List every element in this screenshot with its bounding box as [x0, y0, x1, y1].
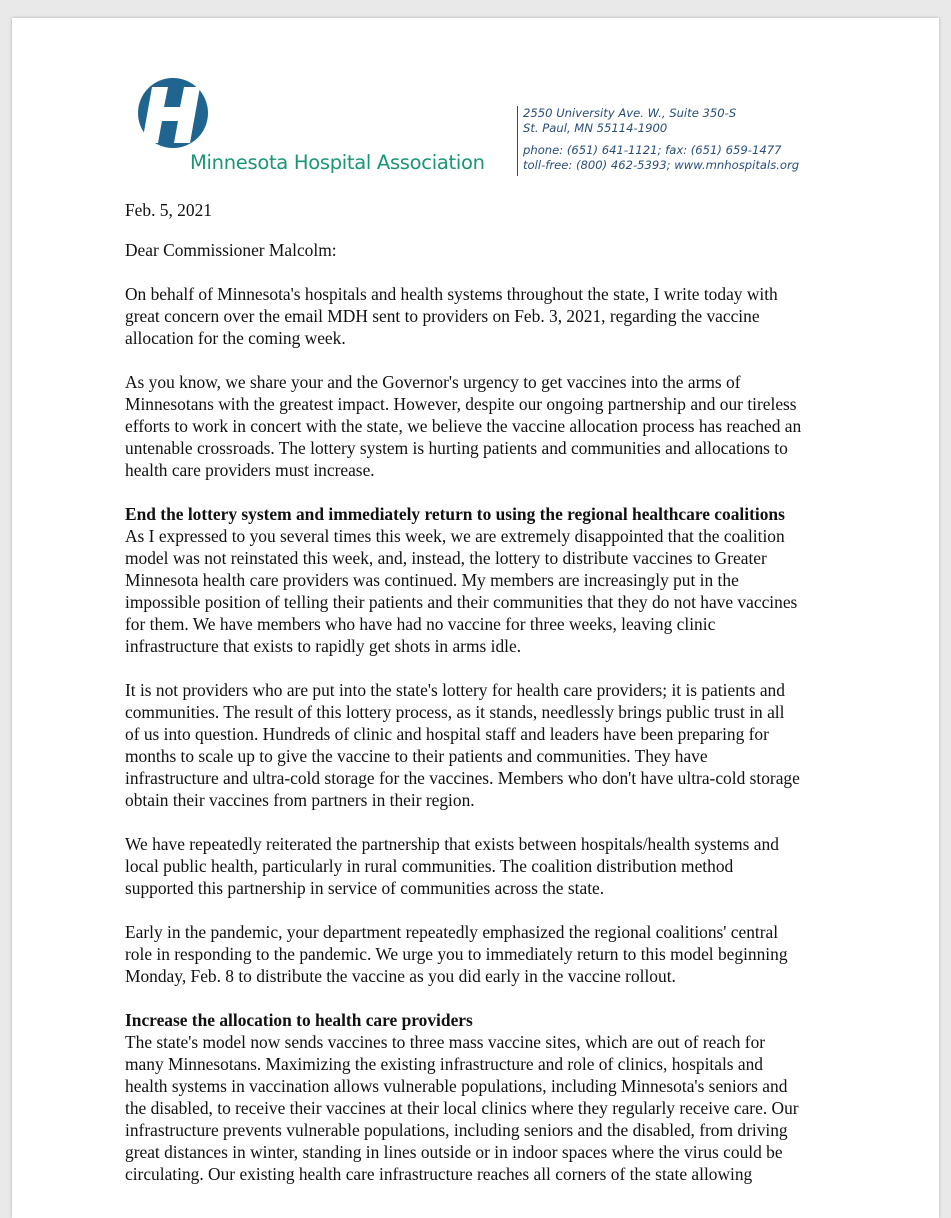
- text-line: communities. The result of this lottery process, as it stands, needlessly brings public trust in all: [125, 702, 785, 722]
- paragraph: [125, 1031, 801, 1185]
- paragraph: [125, 679, 801, 811]
- text-line: circulating. Our existing health care infrastructure reaches all corners of the state allowing: [125, 1164, 753, 1184]
- text-line: Monday, Feb. 8 to distribute the vaccine as you did early in the vaccine rollout.: [125, 966, 676, 986]
- text-line: health systems in vaccination allows vulnerable populations, including Minnesota's seniors and: [125, 1076, 788, 1096]
- text-line: As you know, we share your and the Governor's urgency to get vaccines into the arms of: [125, 372, 741, 392]
- text-line: As I expressed to you several times this week, we are extremely disappointed that the coalition: [125, 526, 785, 546]
- text-line: impossible position of telling their patients and their communities that they do not have vaccines: [125, 592, 798, 612]
- text-line: health care providers must increase.: [125, 460, 375, 480]
- text-line: The state's model now sends vaccines to three mass vaccine sites, which are out of reach for: [125, 1032, 766, 1052]
- salutation: Dear Commissioner Malcolm:: [125, 240, 337, 260]
- paragraph: [125, 921, 801, 987]
- address-line: 2550 University Ave. W., Suite 350-S: [523, 106, 737, 120]
- text-line: It is not providers who are put into the state's lottery for health care providers; it is patients and: [125, 680, 785, 700]
- section-heading: Increase the allocation to health care providers: [125, 1010, 473, 1030]
- text-line: Early in the pandemic, your department repeatedly emphasized the regional coalitions' central: [125, 922, 779, 942]
- address-line: St. Paul, MN 55114-1900: [523, 120, 668, 135]
- text-line: for them. We have members who have had no vaccine for three weeks, leaving clinic: [125, 614, 716, 634]
- text-line: infrastructure prevents vulnerable populations, including seniors and the disabled, from driving: [125, 1120, 788, 1140]
- intro-paragraphs: [125, 283, 801, 481]
- letter-date: Feb. 5, 2021: [125, 200, 212, 220]
- paragraph: [125, 283, 801, 349]
- text-line: allocation for the coming week.: [125, 328, 346, 348]
- text-line: many Minnesotans. Maximizing the existing infrastructure and role of clinics, hospitals and: [125, 1054, 764, 1074]
- text-line: the disabled, to receive their vaccines at their local clinics where they regularly receive care. Our: [125, 1098, 799, 1118]
- text-line: On behalf of Minnesota's hospitals and health systems throughout the state, I write today with: [125, 284, 778, 304]
- contact-line: toll-free: (800) 462-5393; www.mnhospitals.org: [523, 157, 800, 172]
- text-line: great concern over the email MDH sent to providers on Feb. 3, 2021, regarding the vaccine: [125, 306, 760, 326]
- text-line: infrastructure that exists to rapidly get shots in arms idle.: [125, 636, 522, 656]
- paragraph: [125, 371, 801, 481]
- text-line: great distances in winter, standing in lines outside or in indoor spaces where the virus could be: [125, 1142, 783, 1162]
- text-line: We have repeatedly reiterated the partnership that exists between hospitals/health systems and: [125, 834, 779, 854]
- letter-section: [125, 1009, 801, 1185]
- paragraph: [125, 525, 801, 657]
- text-line: local public health, particularly in rural communities. The coalition distribution method: [125, 856, 734, 876]
- text-line: of us into question. Hundreds of clinic and hospital staff and leaders have been preparing for: [125, 724, 769, 744]
- paragraph: [125, 833, 801, 899]
- letterhead-address: [517, 106, 799, 176]
- text-line: Minnesotans with the greatest impact. However, despite our ongoing partnership and our tireless: [125, 394, 797, 414]
- text-line: model was not reinstated this week, and, instead, the lottery to distribute vaccines to Greater: [125, 548, 767, 568]
- text-line: infrastructure and ultra-cold storage for the vaccines. Members who don't have ultra-cold storage: [125, 768, 800, 788]
- text-line: supported this partnership in service of communities across the state.: [125, 878, 605, 898]
- text-line: role in responding to the pandemic. We urge you to immediately return to this model beginning: [125, 944, 788, 964]
- letter-section: [125, 503, 801, 987]
- text-line: untenable crossroads. The lottery system is hurting patients and communities and allocations to: [125, 438, 788, 458]
- text-line: obtain their vaccines from partners in their region.: [125, 790, 475, 810]
- mha-logo: [130, 75, 220, 160]
- org-name: Minnesota Hospital Association: [190, 151, 485, 174]
- text-line: Minnesota health care providers was continued. My members are increasingly put in the: [125, 570, 739, 590]
- section-heading: End the lottery system and immediately return to using the regional healthcare coalitions: [125, 504, 785, 524]
- letter-body: [125, 199, 801, 1207]
- letter-sections: [125, 503, 801, 1185]
- text-line: efforts to work in concert with the state, we believe the vaccine allocation process has reached an: [125, 416, 802, 436]
- text-line: months to scale up to give the vaccine to their patients and communities. They have: [125, 746, 708, 766]
- h-logo-icon: [130, 75, 220, 155]
- contact-line: phone: (651) 641-1121; fax: (651) 659-1477: [523, 143, 782, 157]
- letter-page: [12, 18, 939, 1218]
